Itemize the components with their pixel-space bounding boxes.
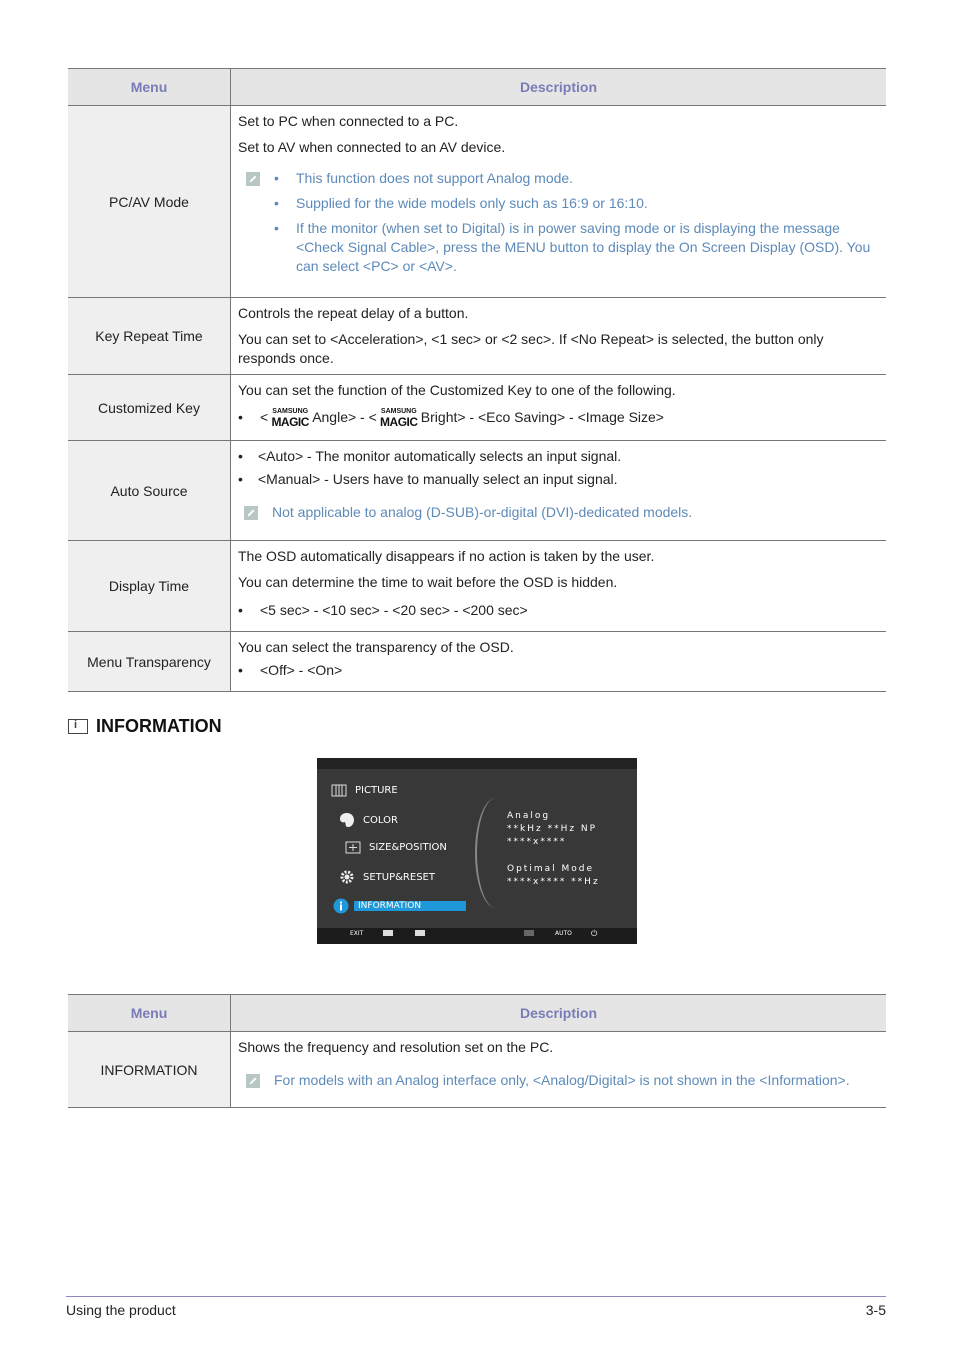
description-text: Set to PC when connected to a PC. [238, 113, 459, 129]
note-text: Supplied for the wide models only such as 16:9 or 16:10. [296, 195, 648, 211]
osd-menu-item: SETUP&RESET [339, 869, 435, 885]
table-row [68, 375, 886, 441]
osd-info-text: ****x**** **Hz [507, 877, 600, 887]
header-menu: Menu [68, 69, 231, 106]
osd-info-text: ****x**** [507, 837, 567, 847]
row-description [231, 298, 887, 375]
table-header-row [68, 995, 886, 1032]
row-label: Auto Source [68, 441, 231, 541]
bullet-item: • <Off> - <On> [238, 662, 343, 678]
table-row [68, 106, 886, 298]
table-header-row [68, 69, 886, 106]
picture-icon [331, 784, 347, 797]
power-icon: ⏻ [591, 929, 598, 938]
information-table [68, 994, 886, 1108]
information-icon [333, 898, 349, 914]
osd-button-bar [317, 928, 637, 944]
row-label: Display Time [68, 541, 231, 632]
page-number: 3-5 [865, 1302, 886, 1318]
table-row [68, 441, 886, 541]
row-label: INFORMATION [68, 1032, 231, 1108]
up-arrow-icon [415, 930, 425, 936]
gear-icon [339, 869, 355, 885]
note-text: If the monitor (when set to Digital) is in power saving mode or is displaying the message <Check Signal Cable>, press the MENU button to display the On Screen Display (OSD). You can select <PC> or <AV>. [296, 220, 871, 274]
note-text: For models with an Analog interface only, <Analog/Digital> is not shown in the <Information>. [274, 1072, 850, 1088]
bullet-item: • < SAMSUNG MAGIC Angle> - < SAMSUNG MAGIC Bright> - <Eco Saving> - <Image Size> [238, 408, 664, 430]
osd-info-text: Optimal Mode [507, 864, 594, 874]
description-text: The OSD automatically disappears if no action is taken by the user. [238, 548, 655, 564]
row-description [231, 441, 887, 541]
section-heading: i INFORMATION [68, 716, 222, 737]
header-menu: Menu [68, 995, 231, 1032]
osd-menu-item: PICTURE [331, 784, 398, 797]
header-description: Description [231, 69, 887, 106]
enter-icon [524, 930, 534, 936]
osd-menu-item: SIZE&POSITION [345, 841, 447, 854]
note-icon [246, 172, 260, 186]
samsung-magic-logo: SAMSUNG MAGIC [380, 408, 418, 430]
note-block [238, 503, 878, 522]
note-text: Not applicable to analog (D-SUB)-or-digital (DVI)-dedicated models. [272, 504, 693, 520]
info-icon [68, 719, 88, 734]
row-description [231, 541, 887, 632]
bullet-item: • <Manual> - Users have to manually select an input signal. [238, 471, 618, 487]
header-description: Description [231, 995, 887, 1032]
row-label: PC/AV Mode [68, 106, 231, 298]
osd-menu-item: COLOR [339, 812, 398, 828]
osd-menu-item-selected: INFORMATION [333, 898, 466, 914]
footer-section: Using the product [66, 1302, 176, 1318]
description-text: Controls the repeat delay of a button. [238, 305, 469, 321]
down-arrow-icon [383, 930, 393, 936]
table-row [68, 298, 886, 375]
description-text: You can determine the time to wait before the OSD is hidden. [238, 574, 618, 590]
table-row [68, 1032, 886, 1108]
settings-table [68, 68, 886, 692]
note-block: • This function does not support Analog mode. • Supplied for the wide models only such as 16:9 or 16:10. • If the monitor (when set to Digital) is in power saving mode or is displaying the message <Check Signal Cable>, press the MENU button to display the On Screen Display (OSD). You can select <PC> or <AV>. [238, 169, 878, 282]
bullet-item: • <5 sec> - <10 sec> - <20 sec> - <200 sec> [238, 602, 528, 618]
color-palette-icon [339, 812, 355, 828]
table-row [68, 632, 886, 692]
table-row [68, 541, 886, 632]
description-text: You can set to <Acceleration>, <1 sec> or <2 sec>. If <No Repeat> is selected, the button only responds once. [238, 331, 824, 366]
row-label: Key Repeat Time [68, 298, 231, 375]
osd-info-text: **kHz **Hz NP [507, 824, 598, 834]
osd-exit-label: EXIT [350, 930, 364, 937]
page-footer [66, 1296, 886, 1318]
note-icon [244, 506, 258, 520]
row-label: Menu Transparency [68, 632, 231, 692]
row-description [231, 375, 887, 441]
samsung-magic-logo: SAMSUNG MAGIC [271, 408, 309, 430]
size-position-icon [345, 841, 361, 854]
description-text: Shows the frequency and resolution set on the PC. [238, 1039, 554, 1055]
description-text: You can set the function of the Customized Key to one of the following. [238, 382, 676, 398]
row-label: Customized Key [68, 375, 231, 441]
osd-auto-label: AUTO [555, 930, 572, 937]
note-icon [246, 1074, 260, 1088]
osd-screenshot [317, 758, 637, 944]
osd-info-text: Analog [507, 811, 551, 821]
row-description [231, 632, 887, 692]
note-text: This function does not support Analog mode. [296, 170, 574, 186]
row-description [231, 106, 887, 298]
description-text: Set to AV when connected to an AV device. [238, 139, 506, 155]
note-block [238, 1071, 878, 1090]
row-description [231, 1032, 887, 1108]
description-text: You can select the transparency of the OSD. [238, 639, 514, 655]
bullet-item: • <Auto> - The monitor automatically selects an input signal. [238, 448, 622, 464]
